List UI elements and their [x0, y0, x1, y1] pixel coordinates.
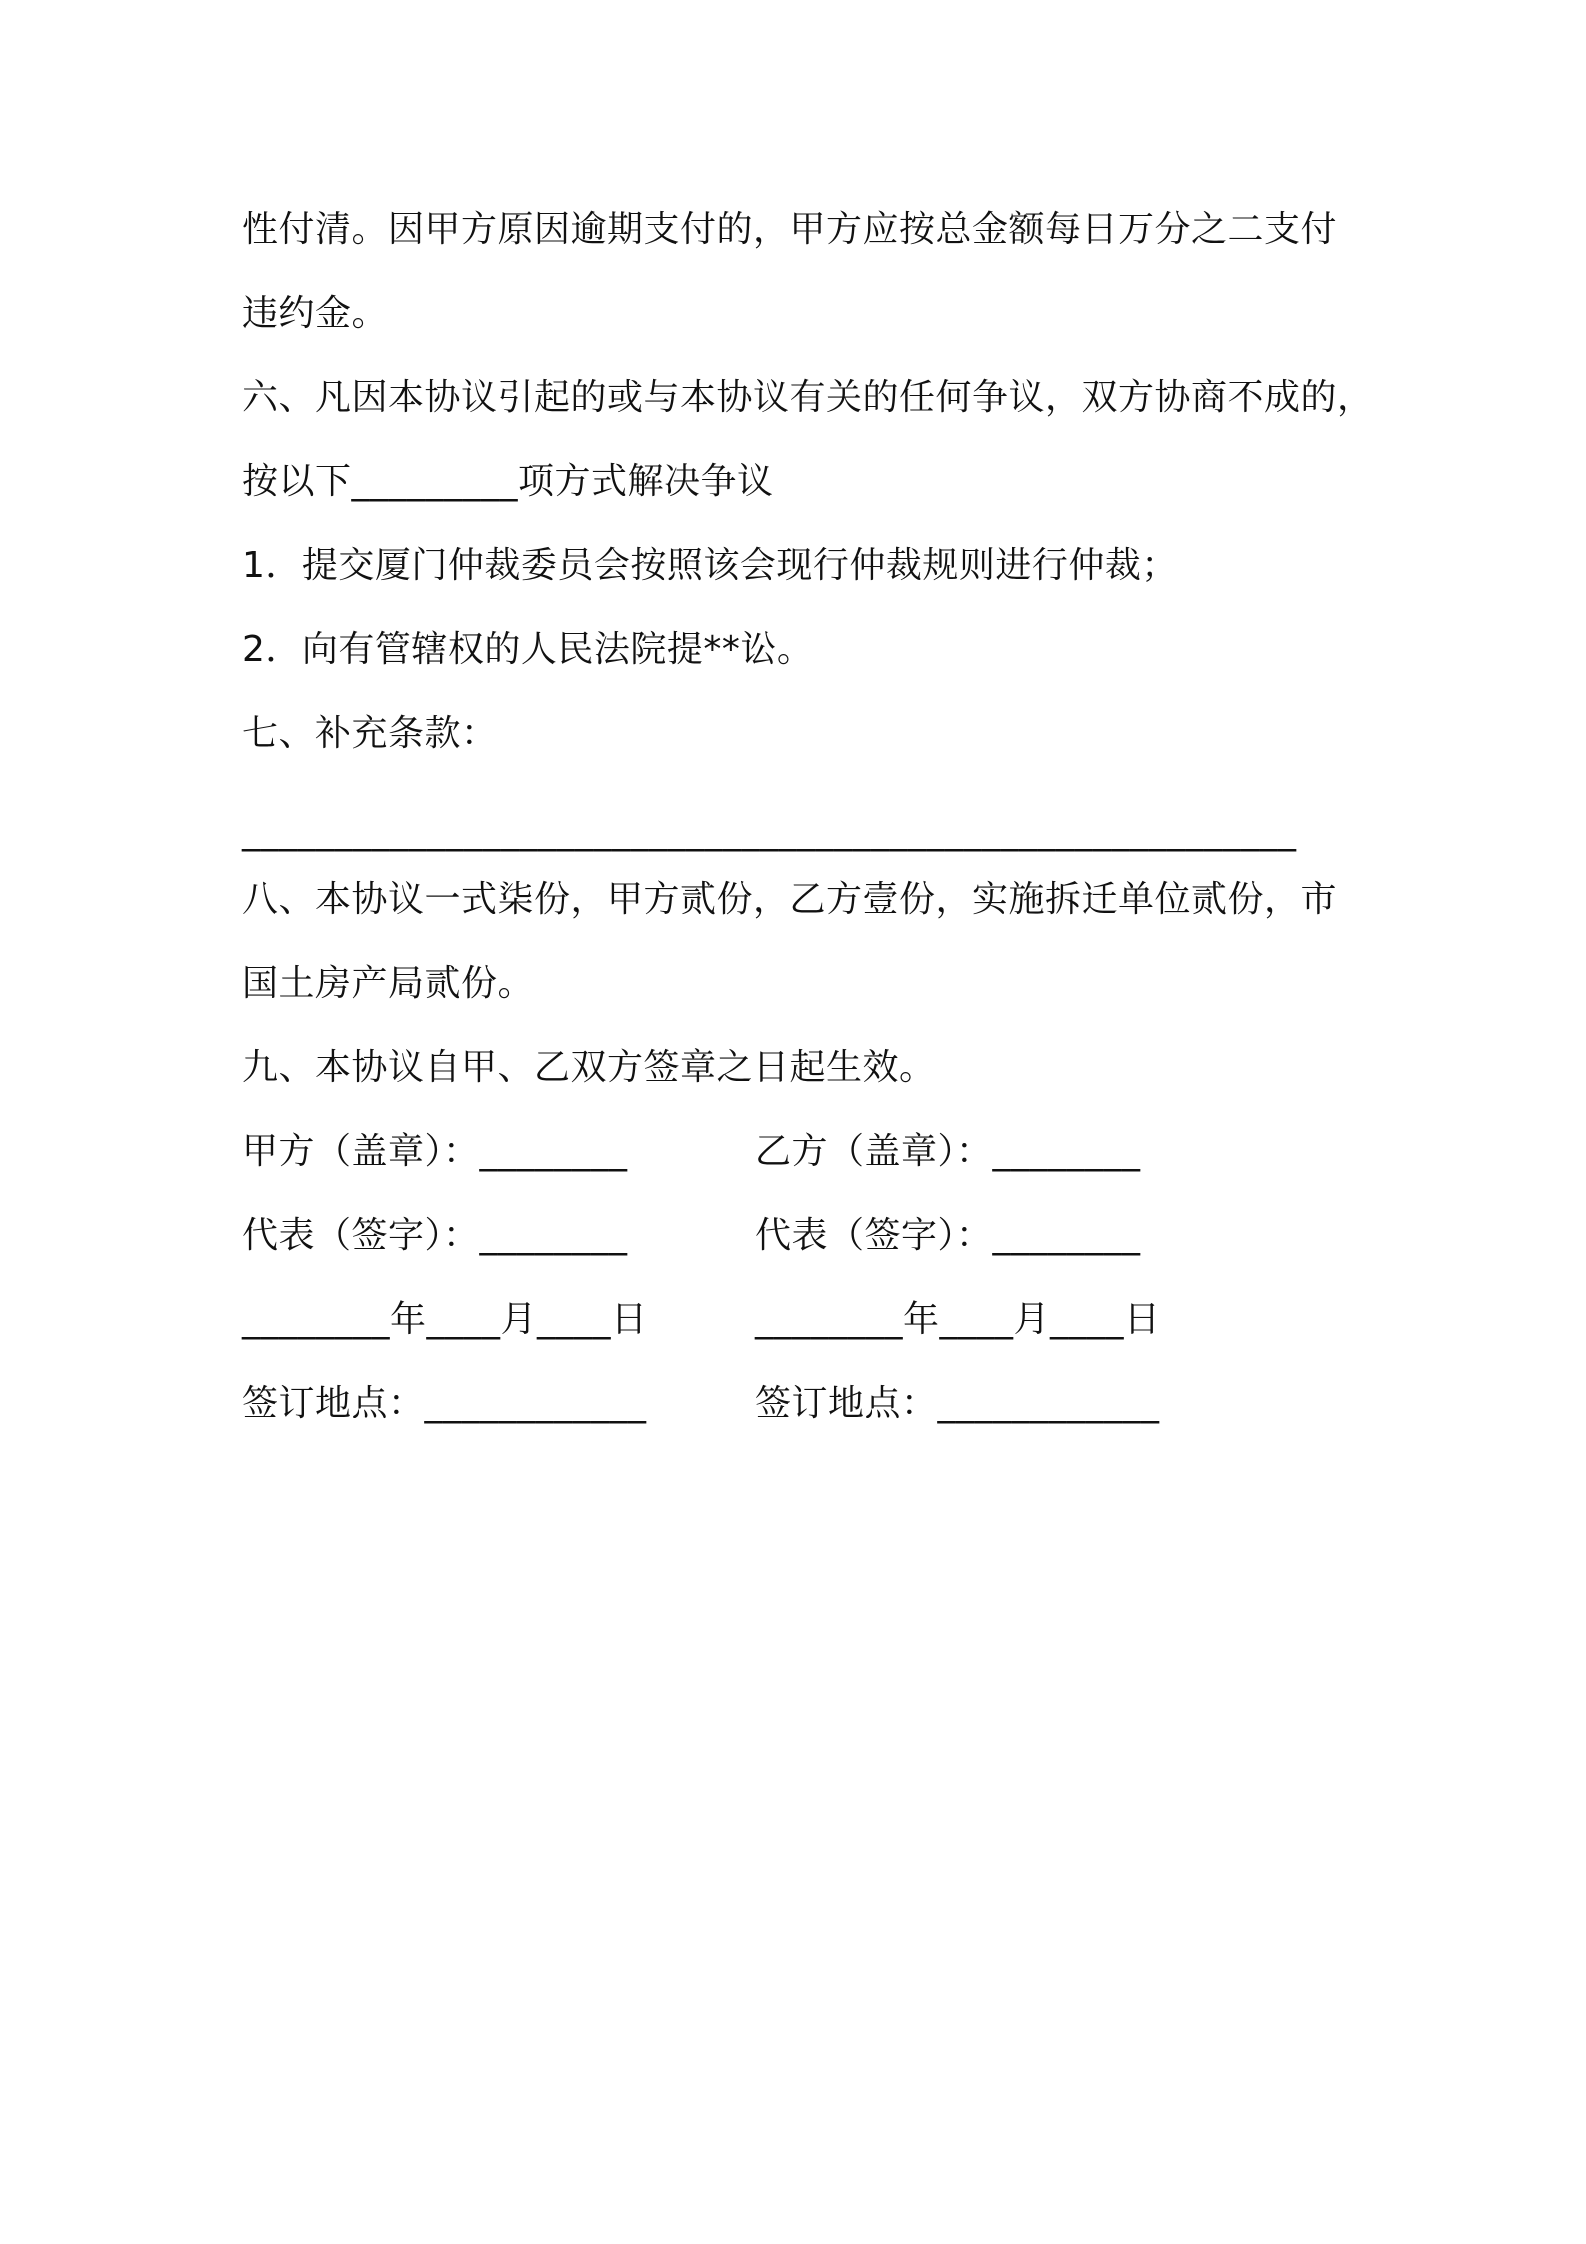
- party-b-signing-place: 签订地点：____________: [755, 1383, 1160, 1424]
- party-a-representative: 代表（签字）：________: [242, 1215, 628, 1256]
- clause-eight-copies: 八、本协议一式柒份，甲方贰份，乙方壹份，实施拆迁单位贰份，市: [242, 879, 1338, 920]
- supplementary-blank-line: _________________________________________________________: [242, 811, 1297, 852]
- party-a-signing-place: 签订地点：____________: [242, 1383, 647, 1424]
- clause-seven-supplementary: 七、补充条款：: [242, 713, 498, 754]
- paragraph-penalty-end: 违约金。: [242, 293, 389, 334]
- party-a-seal: 甲方（盖章）：________: [242, 1131, 628, 1172]
- clause-six-dispute: 六、凡因本协议引起的或与本协议有关的任何争议，双方协商不成的，: [242, 377, 1374, 418]
- party-a-date: ________年____月____日: [242, 1299, 648, 1340]
- clause-six-method: 按以下_________项方式解决争议: [242, 461, 774, 502]
- party-b-representative: 代表（签字）：________: [755, 1215, 1141, 1256]
- clause-eight-copies-end: 国土房产局贰份。: [242, 963, 535, 1004]
- dispute-option-court: 2．向有管辖权的人民法院提**讼。: [242, 629, 814, 670]
- clause-nine-effective: 九、本协议自甲、乙双方签章之日起生效。: [242, 1047, 936, 1088]
- party-b-date: ________年____月____日: [755, 1299, 1161, 1340]
- dispute-option-arbitration: 1．提交厦门仲裁委员会按照该会现行仲裁规则进行仲裁；: [242, 545, 1178, 586]
- party-b-seal: 乙方（盖章）：________: [755, 1131, 1141, 1172]
- paragraph-payment-continued: 性付清。因甲方原因逾期支付的，甲方应按总金额每日万分之二支付: [242, 209, 1338, 250]
